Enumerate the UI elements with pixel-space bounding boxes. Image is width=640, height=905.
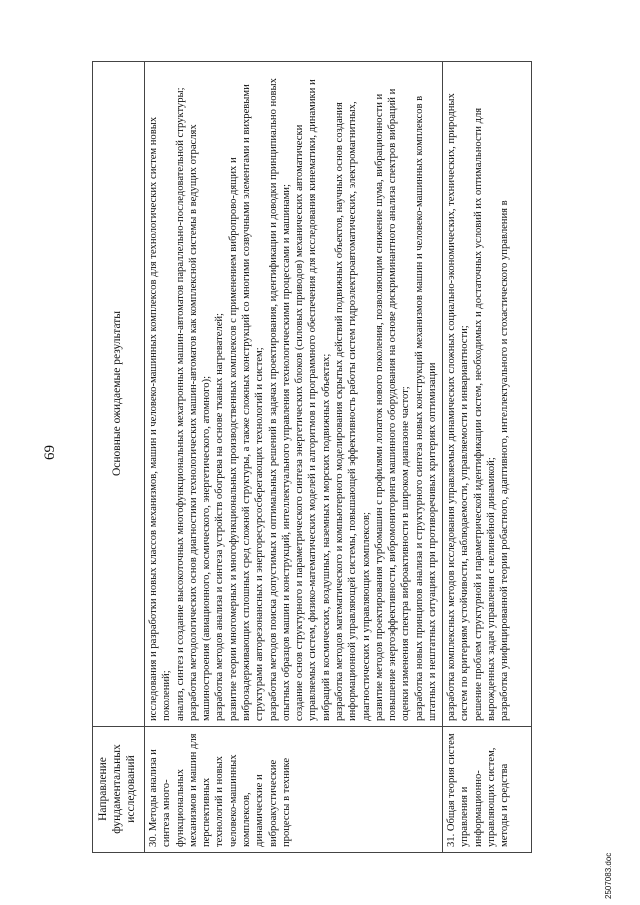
- header-direction: Направление фундаментальных исследований: [93, 727, 145, 853]
- direction-cell: [145, 727, 443, 853]
- result-item: развитие методов проектирования турбомашин с профилями лопаток нового поколения, позволяющим снижение шума, вибрационности и повышение энергоэффективности, вибромониторинга машинного оборудования на основе дискриминантного анализа спектров вибраций и оценки изменения спектра виброактивности в широком диапазоне частот;: [373, 88, 412, 721]
- results-cell: [443, 62, 532, 727]
- direction-cell: [443, 727, 532, 853]
- result-item: разработка методов математического и компьютерного моделирования скрытых действий подвижных объектов, научных основ создания информационной управляющей системы, повышающей эффективность работы систем гидроэлектроавтоматических, электромагнитных, диагностических и управляющих комплексов;: [333, 101, 372, 721]
- direction-text: 30. Методы анализа и синтеза много-функциональных механизмов и машин для перспективных технологий и новых человеко-машинных комплексов, динамические и виброакустические процессы в технике: [148, 733, 292, 847]
- result-item: разработка унифицированной теории робастного, адаптивного, интеллектуального и стохастического управления в: [499, 200, 511, 721]
- table-row: [443, 62, 532, 853]
- table-row: [145, 62, 443, 853]
- document-file-code: 2507083.doc: [604, 852, 613, 899]
- result-item: исследования и разработки новых классов механизмов, машин и человеко-машинных комплексов для технологических систем новых поколений;: [148, 116, 173, 721]
- header-results: Основные ожидаемые результаты: [93, 62, 145, 727]
- page-number: 69: [42, 445, 58, 460]
- result-item: разработка методов анализа и синтеза устройств обогрева на основе тканых нагревателей;: [214, 312, 226, 721]
- table-header-row: [93, 62, 145, 853]
- result-item: разработка методов поиска допустимых и оптимальных решений в задачах проектирования, идентификации и доводки принципиально новых опытных образцов машин и конструкций, интеллектуального управления технологическими процессами и машинами;: [267, 78, 292, 721]
- result-item: анализ, синтез и создание высокоточных многофункциональных мехатронных машин-автоматов параллельно-последовательной структуры;: [174, 87, 186, 721]
- result-item: разработка новых принципов анализа и структурного синтеза новых конструкций механизмов машин и человеко-машинных комплексов в штатных и нештатных ситуациях при противоречивых критериях оптимизации: [413, 95, 438, 721]
- result-item: разработка комплексных методов исследования управляемых динамических сложных социально-экономических, технических, природных систем по критериям устойчивости, наблюдаемости, управляемости и инвариантности;: [446, 93, 471, 721]
- results-cell: [145, 62, 443, 727]
- direction-text: 31. Общая теория систем управления и информационно-управляющих систем, методы и средства: [446, 733, 511, 847]
- result-item: разработка методологических основ диагностики технологических машин-автоматов как комплексной системы в ведущих отраслях машиностроения (авиационного, космического, энергетического, атомного);: [187, 124, 213, 721]
- result-item: решение проблем структурной и параметрической идентификации систем, необходимых и достаточных условий их оптимальности для вырожденных задач управления с нелинейной динамикой;: [472, 107, 498, 721]
- result-item: создание основ структурного и параметрического синтеза энергетических блоков (силовых приводов) механических автоматически управляемых систем, физико-математических моделей и алгоритмов и программного обеспечения для исследования кинематики, динамики и вибраций в космических, воздушных, наземных и морских подвижных объектах;: [294, 79, 332, 721]
- research-directions-table: [92, 61, 532, 853]
- result-item: развитие теории многомерных и многофункциональных производственных комплексов с применением вибропрово-дящих и виброзадерживающих сплошных сред сложной структуры, а также сложных конструкций со многими созвучными элементами и вихревыми структурами авторезонансных и энергоресурсосберегающих технологий и систем;: [227, 84, 266, 721]
